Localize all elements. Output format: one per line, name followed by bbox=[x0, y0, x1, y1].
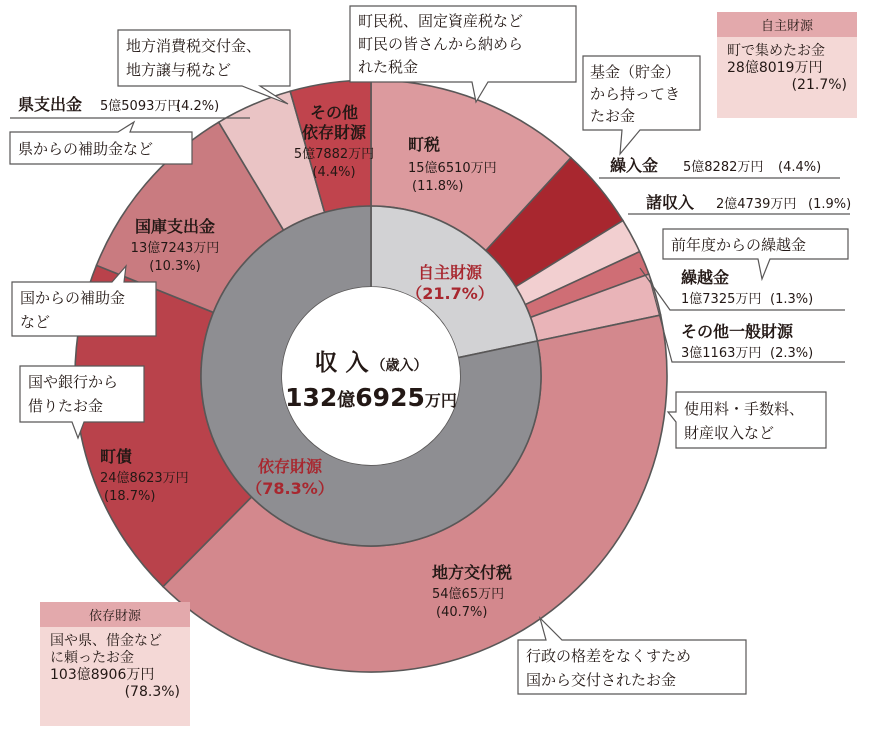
svg-text:54億65万円: 54億65万円 bbox=[432, 587, 505, 602]
label-misc-income bbox=[628, 193, 851, 214]
svg-text:町税: 町税 bbox=[408, 135, 441, 154]
svg-text:行政の格差をなくすため: 行政の格差をなくすため bbox=[526, 647, 692, 665]
svg-text:その他: その他 bbox=[309, 103, 359, 122]
svg-text:15億6510万円: 15億6510万円 bbox=[408, 161, 497, 176]
svg-text:依存財源: 依存財源 bbox=[301, 123, 367, 142]
svg-text:(10.3%): (10.3%) bbox=[149, 259, 201, 274]
callout-local-allocation bbox=[518, 618, 746, 694]
dependent-revenue-desc2: に頼ったお金 bbox=[50, 650, 134, 666]
svg-text:国から交付されたお金: 国から交付されたお金 bbox=[526, 671, 677, 689]
svg-text:(40.7%): (40.7%) bbox=[436, 605, 488, 620]
center-title: 収 入 （歳入） bbox=[314, 350, 428, 376]
center-hole bbox=[282, 287, 460, 465]
label-prefecture bbox=[10, 95, 250, 118]
svg-text:前年度からの繰越金: 前年度からの繰越金 bbox=[671, 236, 807, 254]
svg-text:町債: 町債 bbox=[100, 447, 133, 466]
svg-text:借りたお金: 借りたお金 bbox=[28, 397, 104, 415]
own-revenue-percent: (21.7%) bbox=[791, 77, 847, 93]
svg-text:3億1163万円: 3億1163万円 bbox=[681, 346, 762, 361]
callout-fees bbox=[668, 392, 826, 448]
dependent-revenue-desc1: 国や県、借金など bbox=[50, 633, 162, 649]
own-revenue-amount: 28億8019万円 bbox=[727, 60, 823, 76]
own-revenue-desc: 町で集めたお金 bbox=[727, 43, 825, 59]
svg-text:1億7325万円: 1億7325万円 bbox=[681, 292, 762, 307]
own-revenue-box bbox=[717, 12, 857, 118]
svg-text:5億8282万円: 5億8282万円 bbox=[683, 160, 764, 175]
svg-text:国からの補助金: 国からの補助金 bbox=[20, 289, 126, 307]
svg-text:24億8623万円: 24億8623万円 bbox=[100, 471, 189, 486]
svg-text:13億7243万円: 13億7243万円 bbox=[130, 241, 220, 256]
dependent-revenue-header: 依存財源 bbox=[40, 602, 190, 627]
svg-text:諸収入: 諸収入 bbox=[646, 193, 695, 212]
svg-text:地方消費税交付金、: 地方消費税交付金、 bbox=[126, 37, 262, 55]
inner-pct-dependent: （78.3%） bbox=[246, 479, 334, 498]
svg-text:5億5093万円: 5億5093万円 bbox=[100, 99, 181, 114]
dependent-revenue-amount: 103億8906万円 bbox=[50, 667, 155, 683]
label-transfer bbox=[599, 156, 840, 178]
svg-text:(18.7%): (18.7%) bbox=[104, 489, 156, 504]
svg-text:2億4739万円: 2億4739万円 bbox=[716, 197, 797, 212]
svg-text:県からの補助金など: 県からの補助金など bbox=[18, 140, 154, 158]
svg-text:(1.3%): (1.3%) bbox=[770, 292, 814, 307]
svg-text:(11.8%): (11.8%) bbox=[412, 179, 464, 194]
svg-text:(4.4%): (4.4%) bbox=[312, 165, 356, 180]
inner-label-own: 自主財源 bbox=[417, 263, 483, 282]
svg-text:地方交付税: 地方交付税 bbox=[432, 563, 513, 582]
svg-text:など: など bbox=[20, 313, 51, 331]
center-total: 132億6925万円 bbox=[285, 383, 457, 412]
svg-text:県支出金: 県支出金 bbox=[18, 95, 83, 114]
svg-text:その他一般財源: その他一般財源 bbox=[681, 322, 794, 341]
svg-text:(2.3%): (2.3%) bbox=[770, 346, 814, 361]
inner-pct-own: （21.7%） bbox=[406, 284, 494, 303]
svg-text:繰越金: 繰越金 bbox=[681, 268, 730, 287]
callout-prefecture bbox=[10, 122, 192, 164]
svg-text:(1.9%): (1.9%) bbox=[808, 197, 852, 212]
callout-other-dependent bbox=[118, 30, 290, 104]
inner-label-dependent: 依存財源 bbox=[257, 457, 323, 476]
svg-text:使用料・手数料、: 使用料・手数料、 bbox=[684, 400, 805, 418]
svg-text:国庫支出金: 国庫支出金 bbox=[134, 217, 216, 236]
label-carryover bbox=[640, 268, 845, 310]
svg-text:(4.2%): (4.2%) bbox=[176, 99, 220, 114]
svg-text:から持ってき: から持ってき bbox=[590, 85, 681, 103]
svg-text:5億7882万円: 5億7882万円 bbox=[293, 147, 375, 162]
svg-text:国や銀行から: 国や銀行から bbox=[28, 373, 119, 391]
svg-text:財産収入など: 財産収入など bbox=[684, 424, 775, 442]
dependent-revenue-box bbox=[40, 602, 190, 726]
svg-text:れた税金: れた税金 bbox=[358, 58, 419, 76]
svg-text:(4.4%): (4.4%) bbox=[778, 160, 822, 175]
svg-text:町民税、固定資産税など: 町民税、固定資産税など bbox=[358, 12, 524, 30]
svg-text:たお金: たお金 bbox=[590, 107, 636, 125]
svg-text:町民の皆さんから納めら: 町民の皆さんから納めら bbox=[358, 35, 524, 53]
svg-text:繰入金: 繰入金 bbox=[610, 156, 659, 175]
own-revenue-header: 自主財源 bbox=[717, 12, 857, 37]
svg-text:基金（貯金）: 基金（貯金） bbox=[590, 63, 681, 81]
dependent-revenue-percent: (78.3%) bbox=[124, 684, 180, 700]
callout-fund bbox=[583, 56, 700, 154]
svg-text:地方譲与税など: 地方譲与税など bbox=[126, 61, 232, 79]
